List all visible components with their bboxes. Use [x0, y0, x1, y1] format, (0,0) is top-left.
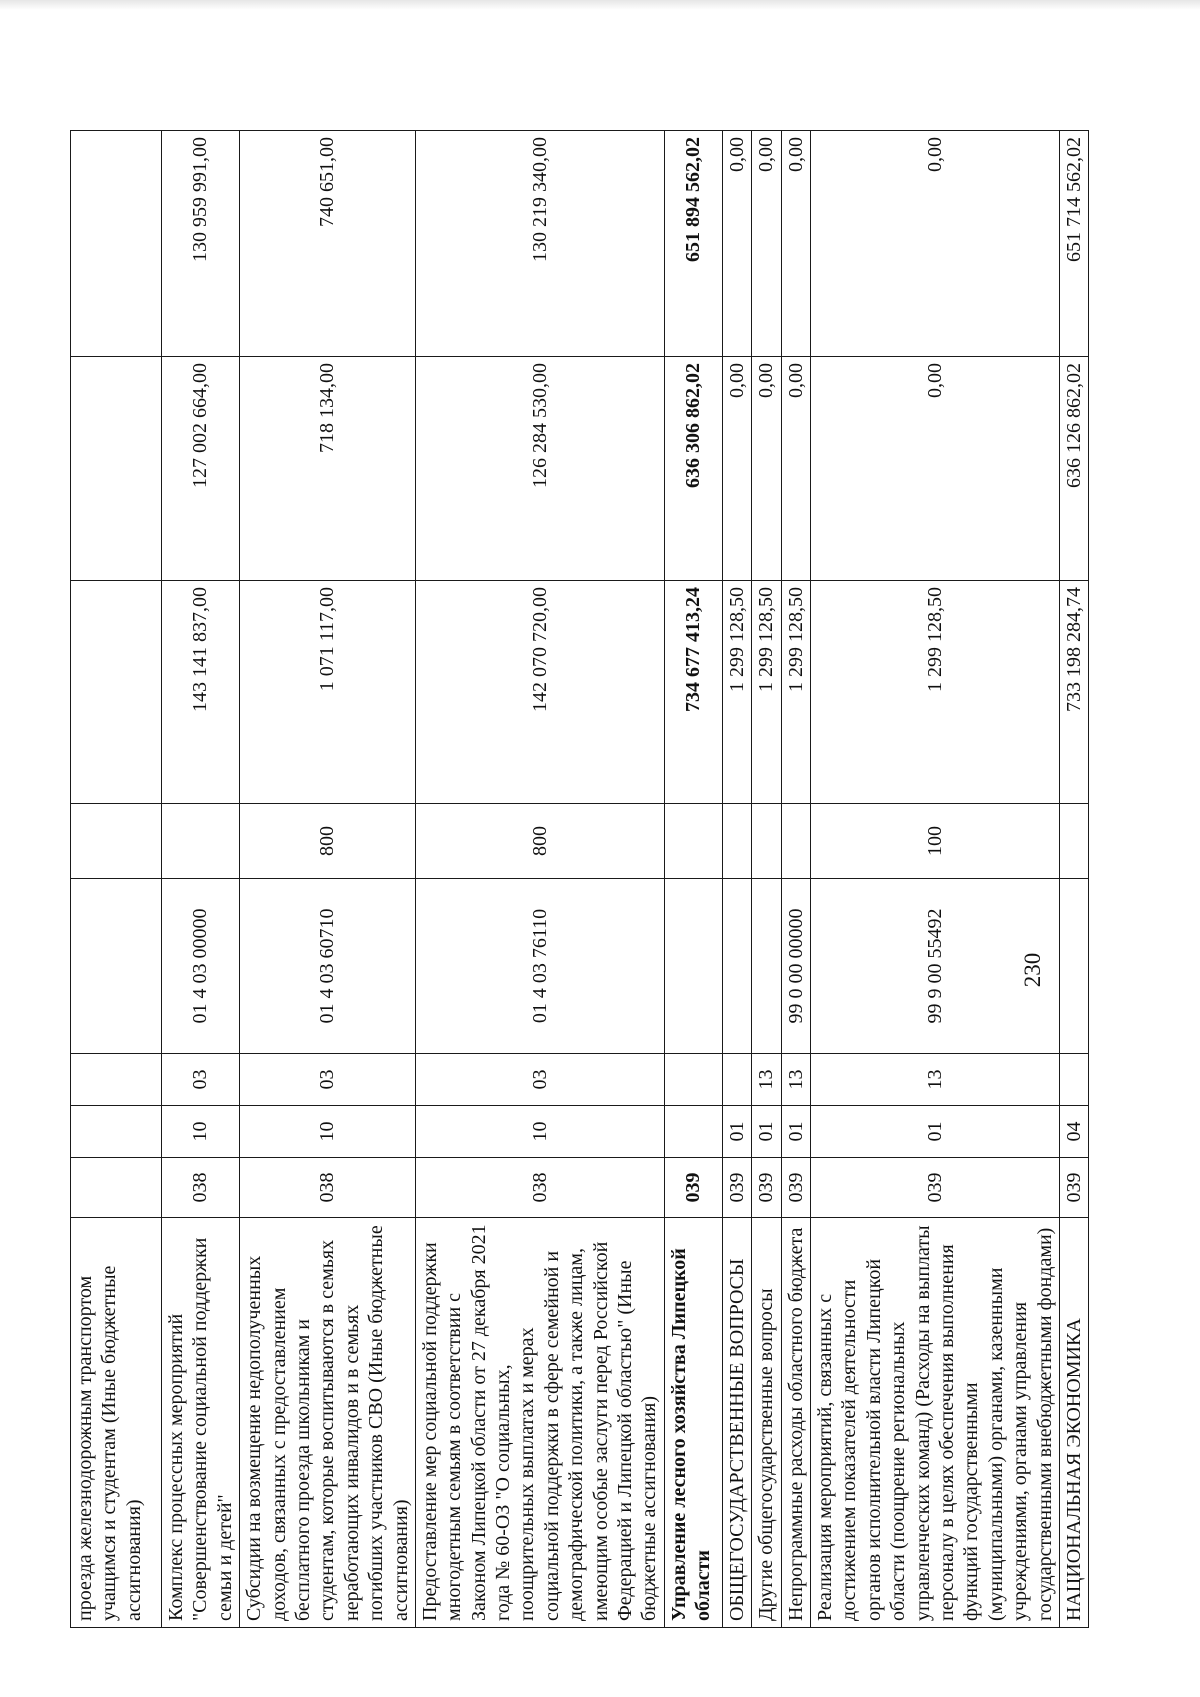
target-article-code: 99 9 00 55492 [810, 879, 1059, 1054]
row-description: Субсидии на возмещение недополученных доходов, связанных с предоставлением бесплатного проезда школьникам и студентам, которые воспитываются в семьях неработающих инвалидов и в семьях погибших участников СВО (Иные бюджетные ассигнования) [240, 1218, 416, 1628]
amount-year-2 [71, 357, 162, 581]
ministry-code: 039 [781, 1158, 810, 1218]
amount-year-2: 0,00 [722, 357, 751, 581]
expense-type-code [722, 804, 751, 879]
expense-type-code [71, 804, 162, 879]
ministry-code: 038 [415, 1158, 664, 1218]
section-code: 04 [1059, 1106, 1088, 1158]
amount-year-2: 127 002 664,00 [162, 357, 240, 581]
subsection-code: 03 [240, 1054, 416, 1106]
target-article-code [722, 879, 751, 1054]
subsection-code: 13 [810, 1054, 1059, 1106]
expense-type-code [664, 804, 722, 879]
table-row [71, 131, 162, 1628]
amount-year-3: 130 959 991,00 [162, 131, 240, 357]
ministry-code: 039 [752, 1158, 781, 1218]
amount-year-1: 142 070 720,00 [415, 581, 664, 804]
table-row [752, 131, 781, 1628]
ministry-code: 039 [810, 1158, 1059, 1218]
amount-year-1: 734 677 413,24 [664, 581, 722, 804]
ministry-code: 038 [240, 1158, 416, 1218]
section-code: 10 [415, 1106, 664, 1158]
table-row [664, 131, 722, 1628]
table-row [810, 131, 1059, 1628]
amount-year-2: 718 134,00 [240, 357, 416, 581]
target-article-code [664, 879, 722, 1054]
amount-year-1: 1 299 128,50 [781, 581, 810, 804]
amount-year-3: 651 894 562,02 [664, 131, 722, 357]
subsection-code [664, 1054, 722, 1106]
row-description: Управление лесного хозяйства Липецкой области [664, 1218, 722, 1628]
amount-year-2: 0,00 [752, 357, 781, 581]
section-code: 10 [240, 1106, 416, 1158]
section-code: 01 [722, 1106, 751, 1158]
scan-top-edge [0, 0, 1200, 10]
target-article-code: 01 4 03 00000 [162, 879, 240, 1054]
expense-type-code [781, 804, 810, 879]
amount-year-3: 740 651,00 [240, 131, 416, 357]
expense-type-code: 800 [240, 804, 416, 879]
row-description: Комплекс процессных мероприятий "Совершенствование социальной поддержки семьи и детей" [162, 1218, 240, 1628]
expense-type-code [162, 804, 240, 879]
expense-type-code [752, 804, 781, 879]
target-article-code [1059, 879, 1088, 1054]
amount-year-1: 1 299 128,50 [722, 581, 751, 804]
subsection-code: 13 [752, 1054, 781, 1106]
amount-year-3: 0,00 [722, 131, 751, 357]
ministry-code: 039 [1059, 1158, 1088, 1218]
subsection-code [71, 1054, 162, 1106]
expense-type-code: 100 [810, 804, 1059, 879]
subsection-code [1059, 1054, 1088, 1106]
ministry-code: 038 [162, 1158, 240, 1218]
table-row [415, 131, 664, 1628]
subsection-code: 13 [781, 1054, 810, 1106]
subsection-code [722, 1054, 751, 1106]
amount-year-1: 1 299 128,50 [810, 581, 1059, 804]
table-row [781, 131, 810, 1628]
amount-year-2: 636 306 862,02 [664, 357, 722, 581]
target-article-code: 99 0 00 00000 [781, 879, 810, 1054]
section-code: 01 [810, 1106, 1059, 1158]
section-code: 01 [781, 1106, 810, 1158]
amount-year-2: 636 126 862,02 [1059, 357, 1088, 581]
ministry-code: 039 [722, 1158, 751, 1218]
subsection-code: 03 [415, 1054, 664, 1106]
row-description: НАЦИОНАЛЬНАЯ ЭКОНОМИКА [1059, 1218, 1088, 1628]
table-row [240, 131, 416, 1628]
row-description: Другие общегосударственные вопросы [752, 1218, 781, 1628]
section-code: 01 [752, 1106, 781, 1158]
target-article-code: 01 4 03 76110 [415, 879, 664, 1054]
amount-year-1: 143 141 837,00 [162, 581, 240, 804]
row-description: Реализация мероприятий, связанных с достижением показателей деятельности органов исполнительной власти Липецкой области (поощрение региональных управленческих команд) (Расходы на выплаты персоналу в целях обеспечения выполнения функций государственными (муниципальными) органами, казенными учреждениями, органами управления государственными внебюджетными фондами) [810, 1218, 1059, 1628]
target-article-code [71, 879, 162, 1054]
target-article-code [752, 879, 781, 1054]
row-description: ОБЩЕГОСУДАРСТВЕННЫЕ ВОПРОСЫ [722, 1218, 751, 1628]
rotated-page [30, 60, 1085, 1640]
ministry-code [71, 1158, 162, 1218]
amount-year-1 [71, 581, 162, 804]
target-article-code: 01 4 03 60710 [240, 879, 416, 1054]
amount-year-3: 0,00 [810, 131, 1059, 357]
amount-year-3: 130 219 340,00 [415, 131, 664, 357]
amount-year-2: 0,00 [781, 357, 810, 581]
budget-table [70, 130, 1089, 1628]
amount-year-1: 1 071 117,00 [240, 581, 416, 804]
table-row [162, 131, 240, 1628]
section-code [664, 1106, 722, 1158]
expense-type-code [1059, 804, 1088, 879]
amount-year-2: 126 284 530,00 [415, 357, 664, 581]
amount-year-1: 1 299 128,50 [752, 581, 781, 804]
section-code: 10 [162, 1106, 240, 1158]
subsection-code: 03 [162, 1054, 240, 1106]
amount-year-2: 0,00 [810, 357, 1059, 581]
expense-type-code: 800 [415, 804, 664, 879]
amount-year-3 [71, 131, 162, 357]
page-number: 230 [1020, 952, 1045, 988]
table-row [1059, 131, 1088, 1628]
table-row [722, 131, 751, 1628]
row-description: Непрограммные расходы областного бюджета [781, 1218, 810, 1628]
section-code [71, 1106, 162, 1158]
amount-year-3: 651 714 562,02 [1059, 131, 1088, 357]
amount-year-1: 733 198 284,74 [1059, 581, 1088, 804]
amount-year-3: 0,00 [752, 131, 781, 357]
ministry-code: 039 [664, 1158, 722, 1218]
amount-year-3: 0,00 [781, 131, 810, 357]
row-description: проезда железнодорожным транспортом учащимся и студентам (Иные бюджетные ассигнования) [71, 1218, 162, 1628]
row-description: Предоставление мер социальной поддержки многодетным семьям в соответствии с Законом Липецкой области от 27 декабря 2021 года № 60-ОЗ "О социальных, поощрительных выплатах и мерах социальной поддержки в сфере семейной и демографической политики, а также лицам, имеющим особые заслуги перед Российской Федерацией и Липецкой областью" (Иные бюджетные ассигнования) [415, 1218, 664, 1628]
